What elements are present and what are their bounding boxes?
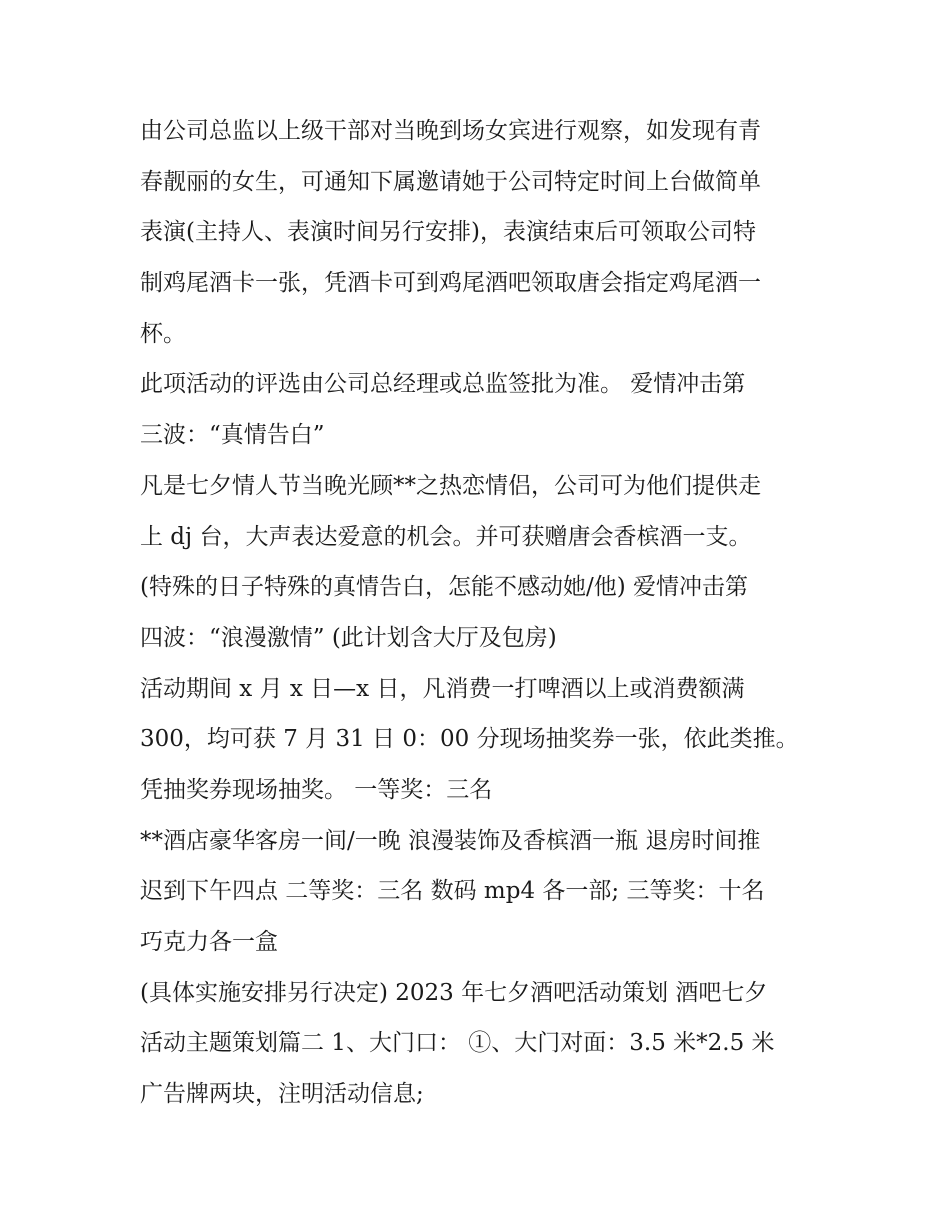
text-line: 凡是七夕情人节当晚光顾**之热恋情侣，公司可为他们提供走 <box>140 472 761 499</box>
text-line: 四波：“浪漫激情” (此计划含大厅及包房) <box>140 624 557 651</box>
text-line: 广告牌两块，注明活动信息; <box>140 1081 424 1108</box>
body-text <box>140 106 830 1120</box>
text-line: 活动主题策划篇二 1、大门口： ①、大门对面：3.5 米*2.5 米 <box>140 1030 775 1057</box>
text-line: 杯。 <box>140 320 186 347</box>
text-line: 春靓丽的女生，可通知下属邀请她于公司特定时间上台做简单 <box>140 168 761 195</box>
text-line: 巧克力各一盒 <box>140 929 278 955</box>
text-line: 此项活动的评选由公司总经理或总监签批为准。 爱情冲击第 <box>140 371 746 398</box>
text-line: 300，均可获 7 月 31 日 0：00 分现场抽奖券一张，依此类推。 <box>140 726 799 753</box>
text-line: 上 dj 台，大声表达爱意的机会。并可获赠唐会香槟酒一支。 <box>140 523 752 550</box>
text-line: 表演(主持人、表演时间另行安排)，表演结束后可领取公司特 <box>140 219 756 246</box>
text-line: (特殊的日子特殊的真情告白，怎能不感动她/他) 爱情冲击第 <box>140 574 749 601</box>
text-line: (具体实施安排另行决定) 2023 年七夕酒吧活动策划 酒吧七夕 <box>140 979 768 1006</box>
text-line: 活动期间 x 月 x 日—x 日，凡消费一打啤酒以上或消费额满 <box>140 675 745 702</box>
text-line: 制鸡尾酒卡一张，凭酒卡可到鸡尾酒吧领取唐会指定鸡尾酒一 <box>140 270 761 297</box>
text-line: 凭抽奖券现场抽奖。 一等奖：三名 <box>140 776 493 803</box>
text-line: 迟到下午四点 二等奖：三名 数码 mp4 各一部; 三等奖：十名 <box>140 878 765 905</box>
text-line: 由公司总监以上级干部对当晚到场女宾进行观察，如发现有青 <box>140 118 761 144</box>
text-line: **酒店豪华客房一间/一晚 浪漫装饰及香槟酒一瓶 退房时间推 <box>140 827 761 854</box>
text-line: 三波：“真情告白” <box>140 422 325 449</box>
